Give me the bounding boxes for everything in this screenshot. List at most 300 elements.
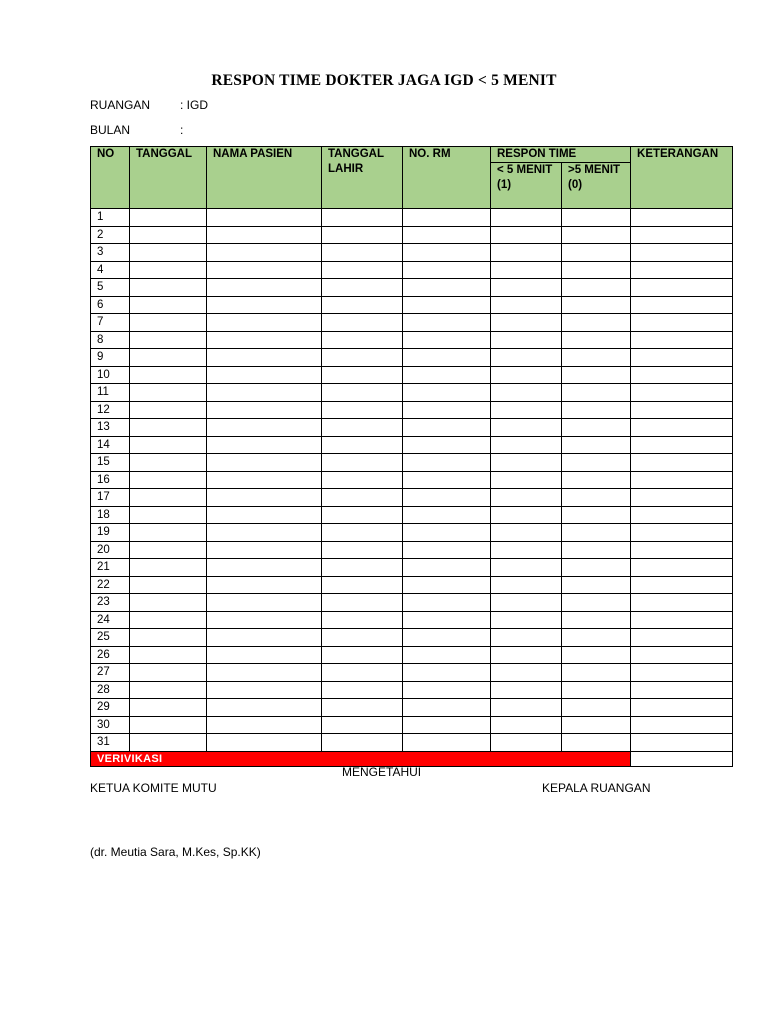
empty-cell <box>130 384 207 402</box>
empty-cell <box>491 401 562 419</box>
empty-cell <box>562 244 631 262</box>
row-number: 4 <box>91 261 130 279</box>
row-number: 13 <box>91 419 130 437</box>
empty-cell <box>322 576 403 594</box>
empty-cell <box>562 419 631 437</box>
empty-cell <box>130 226 207 244</box>
empty-cell <box>322 436 403 454</box>
empty-cell <box>491 366 562 384</box>
empty-cell <box>207 524 322 542</box>
bulan-label: BULAN <box>90 123 131 137</box>
table-body <box>91 209 733 767</box>
row-number: 10 <box>91 366 130 384</box>
table-row <box>91 506 733 524</box>
row-number: 7 <box>91 314 130 332</box>
row-number: 22 <box>91 576 130 594</box>
empty-cell <box>207 559 322 577</box>
empty-cell <box>631 314 733 332</box>
table-row <box>91 331 733 349</box>
empty-cell <box>322 454 403 472</box>
empty-cell <box>562 296 631 314</box>
empty-cell <box>207 734 322 752</box>
row-number: 8 <box>91 331 130 349</box>
row-number: 6 <box>91 296 130 314</box>
empty-cell <box>562 506 631 524</box>
empty-cell <box>562 209 631 227</box>
empty-cell <box>130 734 207 752</box>
empty-cell <box>403 209 491 227</box>
empty-cell <box>631 279 733 297</box>
header-tanggal: TANGGAL <box>130 147 207 209</box>
row-number: 12 <box>91 401 130 419</box>
empty-cell <box>130 331 207 349</box>
empty-cell <box>207 209 322 227</box>
empty-cell <box>130 279 207 297</box>
table-row <box>91 226 733 244</box>
empty-cell <box>322 331 403 349</box>
empty-cell <box>130 419 207 437</box>
empty-cell <box>207 349 322 367</box>
empty-cell <box>322 524 403 542</box>
empty-cell <box>130 594 207 612</box>
empty-cell <box>207 611 322 629</box>
empty-cell <box>403 629 491 647</box>
empty-cell <box>403 331 491 349</box>
row-number: 5 <box>91 279 130 297</box>
empty-cell <box>322 209 403 227</box>
empty-cell <box>130 471 207 489</box>
empty-cell <box>322 646 403 664</box>
empty-cell <box>562 734 631 752</box>
empty-cell <box>562 611 631 629</box>
empty-cell <box>207 366 322 384</box>
empty-cell <box>631 489 733 507</box>
empty-cell <box>207 506 322 524</box>
row-number: 20 <box>91 541 130 559</box>
empty-cell <box>130 506 207 524</box>
empty-cell <box>403 734 491 752</box>
empty-cell <box>130 296 207 314</box>
table-row <box>91 244 733 262</box>
header-respon-time: RESPON TIME <box>491 147 631 163</box>
header-nama-pasien: NAMA PASIEN <box>207 147 322 209</box>
empty-cell <box>562 366 631 384</box>
empty-cell <box>403 524 491 542</box>
empty-cell <box>631 664 733 682</box>
empty-cell <box>403 716 491 734</box>
table-row <box>91 576 733 594</box>
verifikasi-row <box>91 751 733 766</box>
empty-cell <box>403 349 491 367</box>
table-row <box>91 366 733 384</box>
empty-cell <box>491 296 562 314</box>
empty-cell <box>130 681 207 699</box>
empty-cell <box>207 594 322 612</box>
empty-cell <box>322 261 403 279</box>
table-row <box>91 384 733 402</box>
empty-cell <box>491 716 562 734</box>
empty-cell <box>207 331 322 349</box>
empty-cell <box>403 314 491 332</box>
empty-cell <box>631 349 733 367</box>
row-number: 26 <box>91 646 130 664</box>
row-number: 14 <box>91 436 130 454</box>
empty-cell <box>403 226 491 244</box>
empty-cell <box>403 646 491 664</box>
empty-cell <box>562 454 631 472</box>
table-row <box>91 349 733 367</box>
table-row <box>91 454 733 472</box>
empty-cell <box>631 699 733 717</box>
row-number: 24 <box>91 611 130 629</box>
empty-cell <box>207 489 322 507</box>
empty-cell <box>631 384 733 402</box>
empty-cell <box>403 594 491 612</box>
empty-cell <box>207 401 322 419</box>
empty-cell <box>322 349 403 367</box>
row-number: 28 <box>91 681 130 699</box>
empty-cell <box>322 226 403 244</box>
empty-cell <box>631 331 733 349</box>
empty-cell <box>631 401 733 419</box>
empty-cell <box>403 279 491 297</box>
empty-cell <box>207 681 322 699</box>
ketua-komite-label: KETUA KOMITE MUTU <box>90 781 217 795</box>
empty-cell <box>631 261 733 279</box>
empty-cell <box>130 209 207 227</box>
empty-cell <box>403 401 491 419</box>
empty-cell <box>631 716 733 734</box>
empty-cell <box>631 681 733 699</box>
empty-cell <box>322 594 403 612</box>
empty-cell <box>491 629 562 647</box>
row-number: 3 <box>91 244 130 262</box>
empty-cell <box>562 629 631 647</box>
empty-cell <box>491 261 562 279</box>
empty-cell <box>403 489 491 507</box>
empty-cell <box>491 611 562 629</box>
empty-cell <box>491 209 562 227</box>
empty-cell <box>562 401 631 419</box>
empty-cell <box>631 646 733 664</box>
empty-cell <box>491 314 562 332</box>
empty-cell <box>322 716 403 734</box>
empty-cell <box>631 244 733 262</box>
row-number: 15 <box>91 454 130 472</box>
empty-cell <box>491 594 562 612</box>
row-number: 2 <box>91 226 130 244</box>
table-row <box>91 734 733 752</box>
empty-cell <box>491 664 562 682</box>
empty-cell <box>631 226 733 244</box>
table-row <box>91 489 733 507</box>
empty-cell <box>631 559 733 577</box>
empty-cell <box>491 436 562 454</box>
empty-cell <box>491 244 562 262</box>
row-number: 23 <box>91 594 130 612</box>
empty-cell <box>130 541 207 559</box>
empty-cell <box>403 664 491 682</box>
respon-time-table <box>90 146 733 767</box>
empty-cell <box>491 646 562 664</box>
empty-cell <box>130 664 207 682</box>
empty-cell <box>491 471 562 489</box>
row-number: 16 <box>91 471 130 489</box>
table-row <box>91 629 733 647</box>
verifikasi-label: VERIVIKASI <box>91 751 631 766</box>
empty-cell <box>491 419 562 437</box>
empty-cell <box>631 454 733 472</box>
header-no: NO <box>91 147 130 209</box>
table-row <box>91 279 733 297</box>
empty-cell <box>207 261 322 279</box>
empty-cell <box>130 489 207 507</box>
empty-cell <box>403 454 491 472</box>
empty-cell <box>130 401 207 419</box>
table-row <box>91 594 733 612</box>
empty-cell <box>322 279 403 297</box>
kepala-ruangan-label: KEPALA RUANGAN <box>542 781 651 795</box>
signer-name: (dr. Meutia Sara, M.Kes, Sp.KK) <box>90 845 261 859</box>
empty-cell <box>403 296 491 314</box>
header-gt5-menit: >5 MENIT (0) <box>562 163 631 209</box>
row-number: 18 <box>91 506 130 524</box>
header-tanggal-lahir: TANGGAL LAHIR <box>322 147 403 209</box>
empty-cell <box>322 541 403 559</box>
empty-cell <box>631 611 733 629</box>
empty-cell <box>491 699 562 717</box>
empty-cell <box>631 296 733 314</box>
empty-cell <box>631 436 733 454</box>
page-title: RESPON TIME DOKTER JAGA IGD < 5 MENIT <box>211 72 557 89</box>
empty-cell <box>491 506 562 524</box>
empty-cell <box>403 506 491 524</box>
header-keterangan: KETERANGAN <box>631 147 733 209</box>
empty-cell <box>207 384 322 402</box>
empty-cell <box>403 681 491 699</box>
empty-cell <box>322 471 403 489</box>
empty-cell <box>322 366 403 384</box>
empty-cell <box>403 366 491 384</box>
mengetahui-label: MENGETAHUI <box>342 765 422 779</box>
table-row <box>91 436 733 454</box>
header-lt5-menit: < 5 MENIT (1) <box>491 163 562 209</box>
empty-cell <box>403 611 491 629</box>
empty-cell <box>562 436 631 454</box>
empty-cell <box>130 349 207 367</box>
empty-cell <box>562 699 631 717</box>
empty-cell <box>491 331 562 349</box>
empty-cell <box>491 349 562 367</box>
table-row <box>91 699 733 717</box>
table-row <box>91 471 733 489</box>
empty-cell <box>631 629 733 647</box>
empty-cell <box>207 436 322 454</box>
empty-cell <box>322 664 403 682</box>
row-number: 27 <box>91 664 130 682</box>
empty-cell <box>491 384 562 402</box>
empty-cell <box>130 646 207 664</box>
empty-cell <box>207 419 322 437</box>
empty-cell <box>322 734 403 752</box>
empty-cell <box>322 559 403 577</box>
empty-cell <box>562 664 631 682</box>
row-number: 30 <box>91 716 130 734</box>
row-number: 21 <box>91 559 130 577</box>
empty-cell <box>130 559 207 577</box>
empty-cell <box>207 629 322 647</box>
row-number: 19 <box>91 524 130 542</box>
table-row <box>91 646 733 664</box>
empty-cell <box>207 664 322 682</box>
row-number: 17 <box>91 489 130 507</box>
empty-cell <box>491 559 562 577</box>
empty-cell <box>130 261 207 279</box>
table-row <box>91 261 733 279</box>
empty-cell <box>130 629 207 647</box>
bulan-value: : <box>180 123 184 137</box>
empty-cell <box>562 489 631 507</box>
empty-cell <box>130 366 207 384</box>
empty-cell <box>322 244 403 262</box>
table-row <box>91 611 733 629</box>
empty-cell <box>403 436 491 454</box>
empty-cell <box>403 244 491 262</box>
table-row <box>91 296 733 314</box>
empty-cell <box>207 279 322 297</box>
empty-cell <box>207 454 322 472</box>
empty-cell <box>130 699 207 717</box>
empty-cell <box>403 576 491 594</box>
empty-cell <box>130 314 207 332</box>
table-row <box>91 524 733 542</box>
empty-cell <box>491 279 562 297</box>
empty-cell <box>207 716 322 734</box>
empty-cell <box>562 384 631 402</box>
empty-cell <box>491 454 562 472</box>
table-row <box>91 716 733 734</box>
row-number: 29 <box>91 699 130 717</box>
empty-cell <box>207 226 322 244</box>
empty-cell <box>322 314 403 332</box>
empty-cell <box>562 716 631 734</box>
empty-cell <box>631 471 733 489</box>
ruangan-value: : IGD <box>180 98 209 112</box>
verifikasi-cell <box>631 751 733 766</box>
empty-cell <box>207 244 322 262</box>
empty-cell <box>631 734 733 752</box>
row-number: 11 <box>91 384 130 402</box>
empty-cell <box>562 349 631 367</box>
empty-cell <box>130 576 207 594</box>
row-number: 25 <box>91 629 130 647</box>
empty-cell <box>403 419 491 437</box>
row-number: 9 <box>91 349 130 367</box>
empty-cell <box>322 419 403 437</box>
empty-cell <box>130 524 207 542</box>
empty-cell <box>562 279 631 297</box>
empty-cell <box>562 226 631 244</box>
empty-cell <box>403 384 491 402</box>
empty-cell <box>207 471 322 489</box>
empty-cell <box>491 681 562 699</box>
table-row <box>91 664 733 682</box>
empty-cell <box>631 524 733 542</box>
empty-cell <box>130 454 207 472</box>
empty-cell <box>207 699 322 717</box>
empty-cell <box>322 296 403 314</box>
empty-cell <box>130 716 207 734</box>
table-row <box>91 401 733 419</box>
empty-cell <box>631 576 733 594</box>
empty-cell <box>130 244 207 262</box>
empty-cell <box>491 576 562 594</box>
empty-cell <box>207 296 322 314</box>
empty-cell <box>562 314 631 332</box>
empty-cell <box>322 401 403 419</box>
empty-cell <box>491 226 562 244</box>
table-row <box>91 209 733 227</box>
empty-cell <box>562 524 631 542</box>
empty-cell <box>403 559 491 577</box>
empty-cell <box>207 314 322 332</box>
empty-cell <box>562 594 631 612</box>
empty-cell <box>403 699 491 717</box>
empty-cell <box>403 541 491 559</box>
empty-cell <box>491 541 562 559</box>
empty-cell <box>207 541 322 559</box>
ruangan-label: RUANGAN <box>90 98 151 112</box>
empty-cell <box>631 594 733 612</box>
empty-cell <box>130 611 207 629</box>
empty-cell <box>322 611 403 629</box>
table-row <box>91 541 733 559</box>
empty-cell <box>207 646 322 664</box>
empty-cell <box>562 559 631 577</box>
empty-cell <box>491 489 562 507</box>
empty-cell <box>631 419 733 437</box>
empty-cell <box>562 471 631 489</box>
empty-cell <box>631 366 733 384</box>
empty-cell <box>322 699 403 717</box>
empty-cell <box>322 384 403 402</box>
empty-cell <box>207 576 322 594</box>
empty-cell <box>562 646 631 664</box>
table-row <box>91 681 733 699</box>
header-no-rm: NO. RM <box>403 147 491 209</box>
empty-cell <box>631 506 733 524</box>
empty-cell <box>130 436 207 454</box>
empty-cell <box>403 261 491 279</box>
empty-cell <box>322 629 403 647</box>
empty-cell <box>322 506 403 524</box>
empty-cell <box>562 541 631 559</box>
table-row <box>91 419 733 437</box>
table-row <box>91 559 733 577</box>
empty-cell <box>322 681 403 699</box>
row-number: 1 <box>91 209 130 227</box>
empty-cell <box>491 734 562 752</box>
row-number: 31 <box>91 734 130 752</box>
empty-cell <box>562 681 631 699</box>
empty-cell <box>322 489 403 507</box>
table-row <box>91 314 733 332</box>
empty-cell <box>562 261 631 279</box>
empty-cell <box>562 576 631 594</box>
empty-cell <box>631 541 733 559</box>
empty-cell <box>403 471 491 489</box>
empty-cell <box>631 209 733 227</box>
